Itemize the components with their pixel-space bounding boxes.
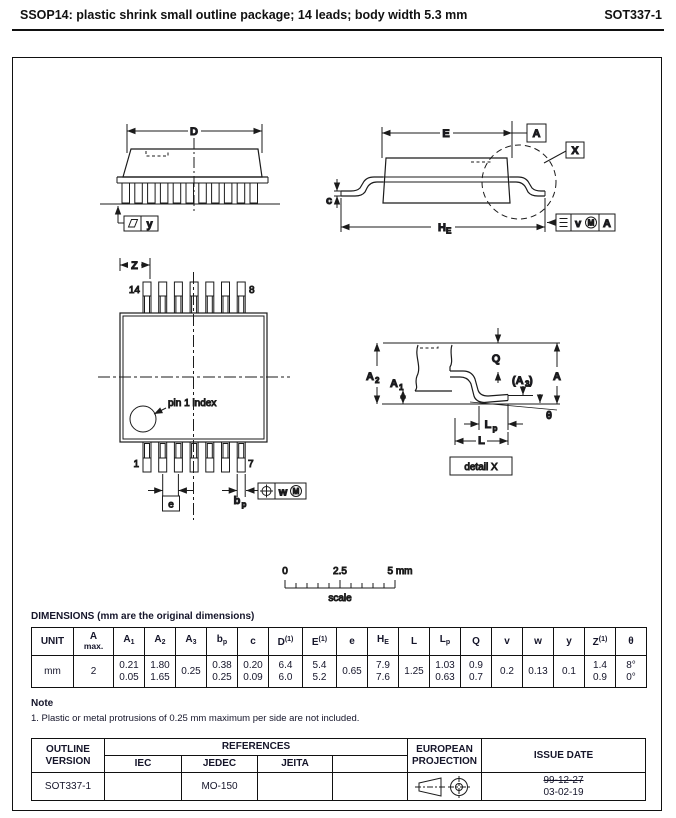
side-view-leads (122, 183, 258, 203)
dims-cell-5: 0.38 0.25 (207, 656, 238, 688)
left-lead (341, 177, 383, 191)
dims-cell-14: 0.2 (492, 656, 523, 688)
datum-a-label: A (532, 128, 541, 140)
detail-lead (450, 371, 508, 396)
dims-value-row (32, 656, 647, 688)
dims-cell-7: 6.4 6.0 (269, 656, 303, 688)
scale-tick-5: 5 mm (387, 566, 413, 577)
right-lead (510, 177, 545, 191)
dims-col-header-9: e (337, 628, 368, 656)
dims-cell-11: 1.25 (399, 656, 430, 688)
bottom-pins (143, 442, 245, 472)
dim-label-c: c (325, 195, 333, 207)
flatness-icon (129, 220, 138, 228)
dim-label-a2-sub: 2 (375, 376, 380, 385)
note-item: 1. Plastic or metal protrusions of 0.25 mm maximum per side are not included. (31, 713, 360, 724)
scale-bar (282, 566, 412, 604)
dimensions-title: DIMENSIONS (mm are the original dimensions) (31, 611, 255, 622)
ref-col-iec: IEC (105, 756, 182, 773)
dims-cell-16: 0.1 (554, 656, 585, 688)
projection-symbol-cell (408, 773, 482, 801)
dims-cell-0: mm (32, 656, 74, 688)
body-break-right (450, 345, 452, 371)
dims-col-header-12: $L_p$ (430, 628, 461, 656)
dim-label-a2: A (366, 371, 374, 383)
ref-col-jedec: JEDEC (182, 756, 258, 773)
dim-label-a1: A (390, 378, 398, 390)
dims-col-header-0: UNIT (32, 628, 74, 656)
note-heading: Note (31, 698, 54, 709)
dims-col-header-16: y (554, 628, 585, 656)
end-view (326, 121, 615, 236)
dims-cell-8: 5.4 5.2 (303, 656, 337, 688)
mmc-m-label-2: M (292, 487, 300, 496)
dims-col-header-7: $D^{(1)}$ (269, 628, 303, 656)
pin-1-label: 1 (133, 459, 139, 470)
dim-label-a3-sub: 3 (525, 379, 530, 389)
scale-tick-25: 2.5 (333, 566, 347, 577)
jedec-value: MO-150 (182, 773, 258, 801)
dims-col-header-14: v (492, 628, 523, 656)
symmetry-icon (560, 219, 568, 227)
issue-date-value (482, 773, 646, 801)
dims-col-header-10: $H_E$ (368, 628, 399, 656)
dim-label-d: D (190, 126, 198, 138)
dims-cell-13: 0.9 0.7 (461, 656, 492, 688)
dims-cell-15: 0.13 (523, 656, 554, 688)
pin-7-label: 7 (248, 459, 254, 470)
dims-cell-6: 0.20 0.09 (238, 656, 269, 688)
dims-col-header-8: $E^{(1)}$ (303, 628, 337, 656)
dimensions-table (31, 627, 647, 688)
issue-date-new: 03-02-19 (543, 786, 584, 798)
references-table (31, 738, 646, 801)
detail-x-ref-label: X (571, 145, 579, 157)
package-code: SOT337-1 (604, 8, 662, 22)
mmc-m-label: M (587, 218, 595, 228)
dims-header-row (32, 628, 647, 656)
issue-date-old: 99-12-27 (543, 774, 584, 786)
iec-value (105, 773, 182, 801)
dim-label-e-pitch: e (168, 499, 174, 511)
dims-cell-3: 1.80 1.65 (145, 656, 176, 688)
dims-col-header-6: c (238, 628, 269, 656)
pin-1-index-circle (130, 406, 156, 432)
tol-datum-label: A (603, 218, 611, 230)
dim-label-q: Q (491, 353, 501, 365)
issue-date-header: ISSUE DATE (482, 739, 646, 773)
references-header: REFERENCES (105, 739, 408, 756)
dims-col-header-5: $b_p$ (207, 628, 238, 656)
dims-col-header-13: Q (461, 628, 492, 656)
extra-value (333, 773, 408, 801)
ref-col-jeita: JEITA (258, 756, 333, 773)
dim-label-he-sub: E (446, 226, 452, 236)
dims-col-header-2: $A_1$ (114, 628, 145, 656)
dims-cell-12: 1.03 0.63 (430, 656, 461, 688)
dims-cell-17: 1.4 0.9 (585, 656, 616, 688)
pin-14-label: 14 (128, 285, 140, 296)
tol-w-label: w (278, 486, 288, 499)
body-break-left (415, 345, 419, 391)
dim-label-e-body: E (442, 128, 450, 140)
top-view (98, 258, 306, 520)
flatness-ref-label: y (146, 218, 153, 231)
dim-label-theta: θ (546, 410, 552, 422)
dims-col-header-15: w (523, 628, 554, 656)
package-body-end (383, 158, 510, 203)
dims-cell-1: 2 (74, 656, 114, 688)
dims-col-header-11: L (399, 628, 430, 656)
scale-tick-0: 0 (282, 566, 288, 577)
detail-x-view (366, 328, 564, 475)
dims-col-header-4: $A_3$ (176, 628, 207, 656)
package-body (123, 149, 262, 177)
dims-cell-10: 7.9 7.6 (368, 656, 399, 688)
projection-header: EUROPEAN PROJECTION (408, 739, 482, 773)
ref-col-extra (333, 756, 408, 773)
dim-label-a: A (553, 371, 561, 383)
dims-col-header-18: θ (616, 628, 647, 656)
dims-cell-2: 0.21 0.05 (114, 656, 145, 688)
position-tolerance-icon (260, 485, 273, 498)
dim-label-bp-sub: p (241, 500, 247, 509)
jeita-value (258, 773, 333, 801)
pin-8-label: 8 (249, 285, 255, 296)
dims-col-header-17: $Z^{(1)}$ (585, 628, 616, 656)
dims-cell-4: 0.25 (176, 656, 207, 688)
dim-label-a3: (A (512, 375, 524, 387)
dim-label-z: Z (131, 260, 138, 272)
first-angle-projection-icon (414, 774, 476, 800)
side-view (100, 124, 280, 231)
tol-v-label: v (574, 218, 582, 230)
dim-label-l: L (478, 435, 485, 447)
outline-version-value: SOT337-1 (32, 773, 105, 801)
dim-label-a1-sub: 1 (399, 383, 404, 392)
detail-x-caption: detail X (464, 462, 498, 473)
outline-version-header: OUTLINE VERSION (32, 739, 105, 773)
scale-caption: scale (328, 593, 352, 604)
dims-cell-9: 0.65 (337, 656, 368, 688)
dim-label-bp: b (233, 495, 241, 507)
dims-cell-18: 8° 0° (616, 656, 647, 688)
dim-label-a3-close: ) (529, 375, 533, 387)
dim-label-he: H (438, 222, 446, 234)
pin-1-index-label: pin 1 index (168, 398, 217, 409)
dims-col-header-3: $A_2$ (145, 628, 176, 656)
page-title: SSOP14: plastic shrink small outline package; 14 leads; body width 5.3 mm (20, 8, 468, 22)
dim-label-lp: L (484, 419, 492, 431)
dim-label-lp-sub: p (492, 424, 498, 433)
dims-col-header-1: A max. (74, 628, 114, 656)
top-pins (143, 282, 245, 313)
